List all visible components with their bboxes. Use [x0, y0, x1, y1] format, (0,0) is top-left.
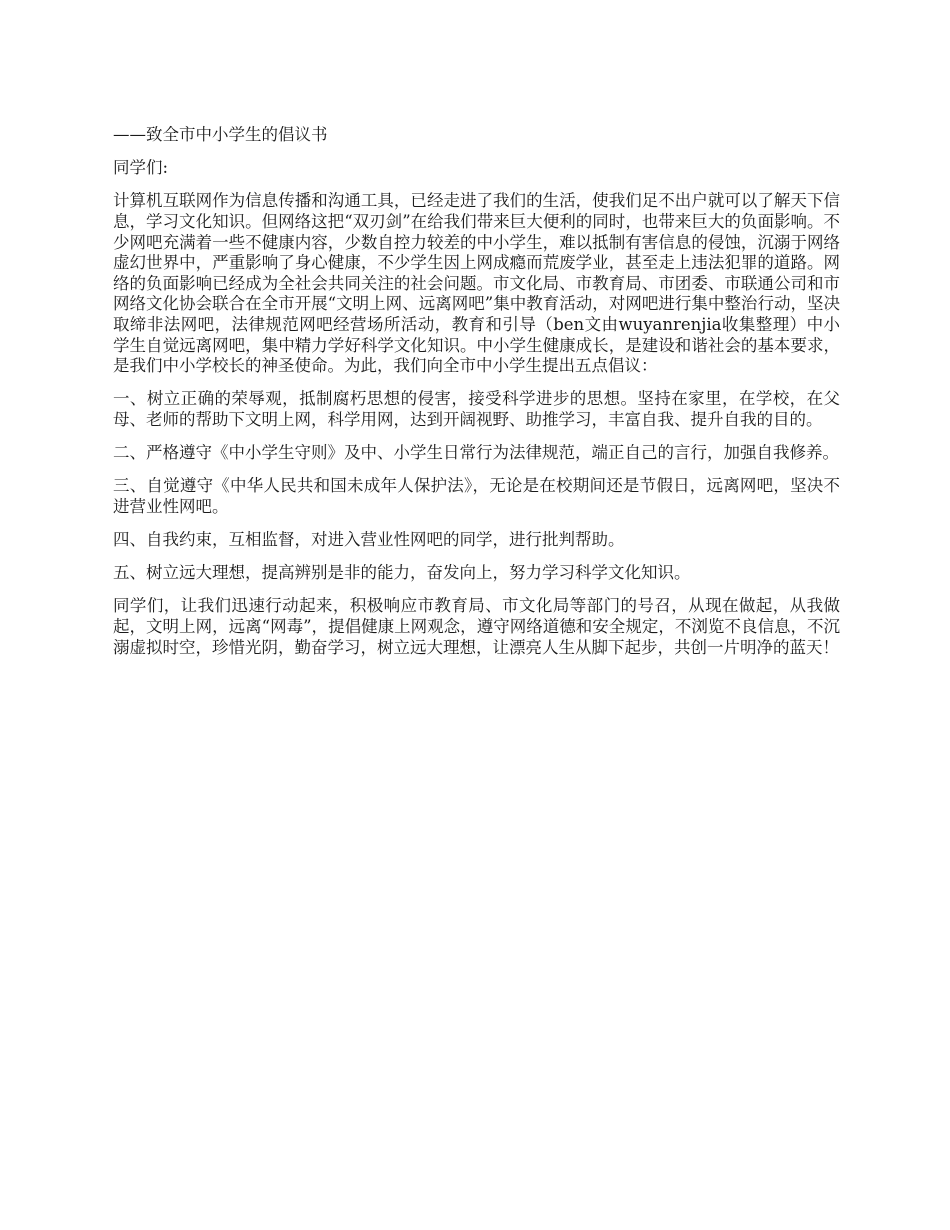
- closing-paragraph: 同学们，让我们迅速行动起来，积极响应市教育局、市文化局等部门的号召，从现在做起，从我做起，文明上网，远离“网毒”，提倡健康上网观念，遵守网络道德和安全规定，不浏览不良信息，不沉溺虚拟时空，珍惜光阴，勤奋学习，树立远大理想，让漂亮人生从脚下起步，共创一片明净的蓝天！: [113, 596, 840, 657]
- salutation: 同学们:: [113, 158, 169, 178]
- proposal-5-paragraph: 五、树立远大理想，提高辨别是非的能力，奋发向上，努力学习科学文化知识。: [113, 563, 691, 583]
- intro-paragraph: 计算机互联网作为信息传播和沟通工具，已经走进了我们的生活，使我们足不出户就可以了解天下信息，学习文化知识。但网络这把“双刃剑”在给我们带来巨大便利的同时，也带来巨大的负面影响。不少网吧充满着一些不健康内容，少数自控力较差的中小学生，难以抵制有害信息的侵蚀，沉溺于网络虚幻世界中，严重影响了身心健康，不少学生因上网成瘾而荒废学业，甚至走上违法犯罪的道路。网络的负面影响已经成为全社会共同关注的社会问题。市文化局、市教育局、市团委、市联通公司和市网络文化协会联合在全市开展“文明上网、远离网吧”集中教育活动，对网吧进行集中整治行动，坚决取缔非法网吧，法律规范网吧经营场所活动，教育和引导（ben文由wuyanrenjia收集整理）中小学生自觉远离网吧，集中精力学好科学文化知识。中小学生健康成长，是建设和谐社会的基本要求，是我们中小学校长的神圣使命。为此，我们向全市中小学生提出五点倡议：: [113, 191, 840, 376]
- document-body: [113, 125, 840, 671]
- proposal-2-paragraph: 二、严格遵守《中小学生守则》及中、小学生日常行为法律规范，端正自己的言行，加强自我修养。: [113, 443, 839, 463]
- proposal-3-paragraph: 三、自觉遵守《中华人民共和国未成年人保护法》，无论是在校期间还是节假日，远离网吧，坚决不进营业性网吧。: [113, 476, 840, 516]
- proposal-4-paragraph: 四、自我约束，互相监督，对进入营业性网吧的同学，进行批判帮助。: [113, 530, 625, 550]
- proposal-1-paragraph: 一、树立正确的荣辱观，抵制腐朽思想的侵害，接受科学进步的思想。坚持在家里，在学校，在父母、老师的帮助下文明上网，科学用网，达到开阔视野、助推学习，丰富自我、提升自我的目的。: [113, 389, 840, 429]
- document-subtitle: ——致全市中小学生的倡议书: [113, 125, 328, 144]
